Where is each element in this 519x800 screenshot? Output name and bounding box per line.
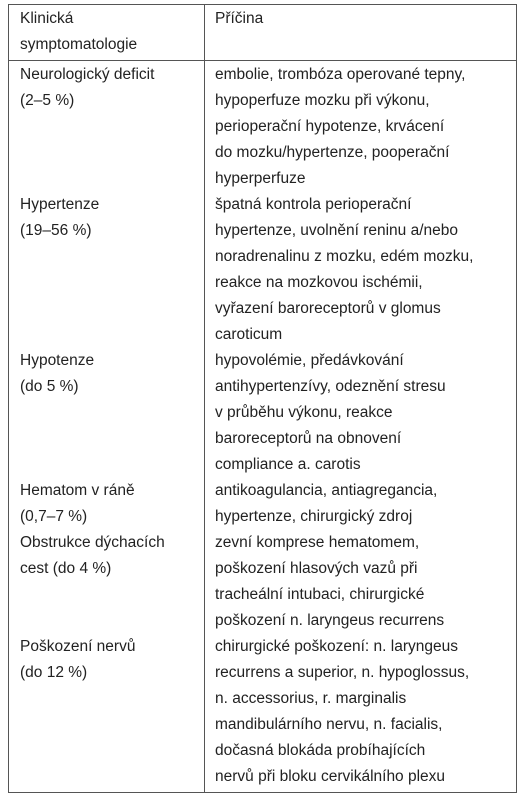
header-text: symptomatologie [20,36,138,53]
symptom-text: Poškození nervů [20,638,136,655]
cause-cell [215,192,512,348]
symptom-text: (0,7–7 %) [20,508,88,525]
cause-cell [215,634,512,790]
clinical-table [8,4,517,793]
cause-text: špatná kontrola perioperační [215,196,412,213]
cause-cell [215,478,512,530]
cause-text: poškození n. laryngeus recurrens [215,612,445,629]
cause-column [205,61,516,792]
header-symptomatology [9,5,205,60]
cause-text: chirurgické poškození: n. laryngeus [215,638,458,655]
symptom-text: (19–56 %) [20,222,92,239]
cause-text: vyřazení baroreceptorů v glomus [215,300,441,317]
symptom-text: cest (do 4 %) [20,560,112,577]
symptom-cell [20,348,200,400]
cause-text: v průběhu výkonu, reakce [215,404,393,421]
cause-text: hypertenze, chirurgický zdroj [215,508,413,525]
cause-text: tracheální intubaci, chirurgické [215,586,425,603]
symptom-text: Hypertenze [20,196,100,213]
symptom-cell [20,62,200,114]
cause-text: hypovolémie, předávkování [215,352,404,369]
cause-text: dočasná blokáda probíhajících [215,742,426,759]
cause-text: antikoagulancia, antiagregancia, [215,482,438,499]
symptom-text: Hematom v ráně [20,482,135,499]
symptom-cell [20,192,200,244]
cause-text: recurrens a superior, n. hypoglossus, [215,664,470,681]
cause-text: mandibulárního nervu, n. facialis, [215,716,443,733]
cause-text: caroticum [215,326,283,343]
cause-cell [215,62,512,192]
cause-text: poškození hlasových vazů při [215,560,418,577]
table-header [9,5,516,61]
symptom-text: Hypotenze [20,352,95,369]
symptom-text: (do 12 %) [20,664,88,681]
cause-text: perioperační hypotenze, krvácení [215,118,445,135]
symptom-cell [20,478,200,530]
cause-cell [215,530,512,634]
header-cause [205,5,516,60]
symptom-column [9,61,205,792]
header-text: Příčina [215,10,264,27]
symptom-cell [20,634,200,686]
cause-text: reakce na mozkovou ischémii, [215,274,423,291]
cause-text: antihypertenzívy, odeznění stresu [215,378,446,395]
cause-text: compliance a. carotis [215,456,361,473]
cause-cell [215,348,512,478]
symptom-text: Obstrukce dýchacích [20,534,165,551]
cause-text: do mozku/hypertenze, pooperační [215,144,450,161]
cause-text: noradrenalinu z mozku, edém mozku, [215,248,474,265]
cause-text: hyperperfuze [215,170,306,187]
cause-text: hypertenze, uvolnění reninu a/nebo [215,222,459,239]
cause-text: baroreceptorů na obnovení [215,430,402,447]
cause-text: zevní komprese hematomem, [215,534,420,551]
cause-text: hypoperfuze mozku při výkonu, [215,92,430,109]
cause-text: n. accessorius, r. marginalis [215,690,407,707]
symptom-text: (2–5 %) [20,92,75,109]
table-body [9,61,516,792]
symptom-text: Neurologický deficit [20,66,155,83]
cause-text: embolie, trombóza operované tepny, [215,66,466,83]
header-text: Klinická [20,10,74,27]
symptom-text: (do 5 %) [20,378,79,395]
symptom-cell [20,530,200,582]
cause-text: nervů při bloku cervikálního plexu [215,768,446,785]
